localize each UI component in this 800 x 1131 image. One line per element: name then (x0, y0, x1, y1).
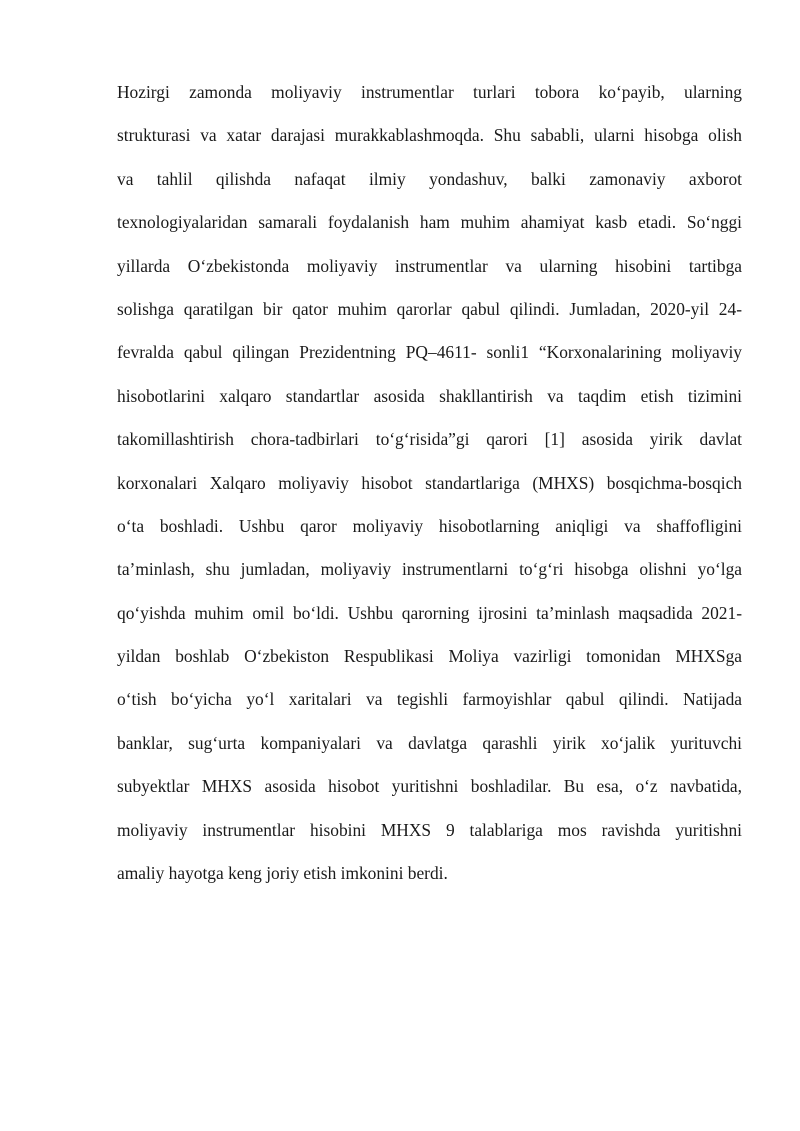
paragraph-line: fevralda qabul qilingan Prezidentning PQ–4611- sonli1 “Korxonalarining moliyaviy (117, 342, 742, 363)
paragraph-line: qo‘yishda muhim omil bo‘ldi. Ushbu qarorning ijrosini ta’minlash maqsadida 2021- (117, 602, 742, 623)
paragraph-line: takomillashtirish chora-tadbirlari to‘g‘risida”gi qarori [1] asosida yirik davlat (117, 429, 742, 450)
paragraph-line: va tahlil qilishda nafaqat ilmiy yondashuv, balki zamonaviy axborot (117, 168, 742, 189)
paragraph-line: yillarda O‘zbekistonda moliyaviy instrumentlar va ularning hisobini tartibga (117, 255, 742, 276)
paragraph-line: banklar, sug‘urta kompaniyalari va davlatga qarashli yirik xo‘jalik yurituvchi (117, 732, 742, 753)
paragraph-line: moliyaviy instrumentlar hisobini MHXS 9 talablariga mos ravishda yuritishni (117, 819, 742, 840)
paragraph-line: ta’minlash, shu jumladan, moliyaviy instrumentlarni to‘g‘ri hisobga olishni yo‘lga (117, 559, 742, 580)
paragraph-line: strukturasi va xatar darajasi murakkablashmoqda. Shu sababli, ularni hisobga olish (117, 125, 742, 146)
paragraph-line-last: amaliy hayotga keng joriy etish imkonini berdi. (117, 863, 448, 884)
paragraph-line: Hozirgi zamonda moliyaviy instrumentlar turlari tobora ko‘payib, ularning (117, 82, 742, 102)
paragraph-line: texnologiyalaridan samarali foydalanish ham muhim ahamiyat kasb etadi. So‘nggi (117, 212, 742, 233)
paragraph-line: subyektlar MHXS asosida hisobot yuritishni boshladilar. Bu esa, o‘z navbatida, (117, 776, 742, 797)
body-paragraph (117, 71, 742, 895)
paragraph-line: solishga qaratilgan bir qator muhim qarorlar qabul qilindi. Jumladan, 2020-yil 24- (117, 298, 742, 319)
paragraph-line: korxonalari Xalqaro moliyaviy hisobot standartlariga (MHXS) bosqichma-bosqich (117, 472, 742, 493)
paragraph-line: hisobotlarini xalqaro standartlar asosida shakllantirish va taqdim etish tizimini (117, 385, 742, 406)
paragraph-line: yildan boshlab O‘zbekiston Respublikasi Moliya vazirligi tomonidan MHXSga (117, 646, 742, 667)
paragraph-line: o‘tish bo‘yicha yo‘l xaritalari va tegishli farmoyishlar qabul qilindi. Natijada (117, 689, 742, 710)
paragraph-line: o‘ta boshladi. Ushbu qaror moliyaviy hisobotlarning aniqligi va shaffofligini (117, 515, 742, 536)
